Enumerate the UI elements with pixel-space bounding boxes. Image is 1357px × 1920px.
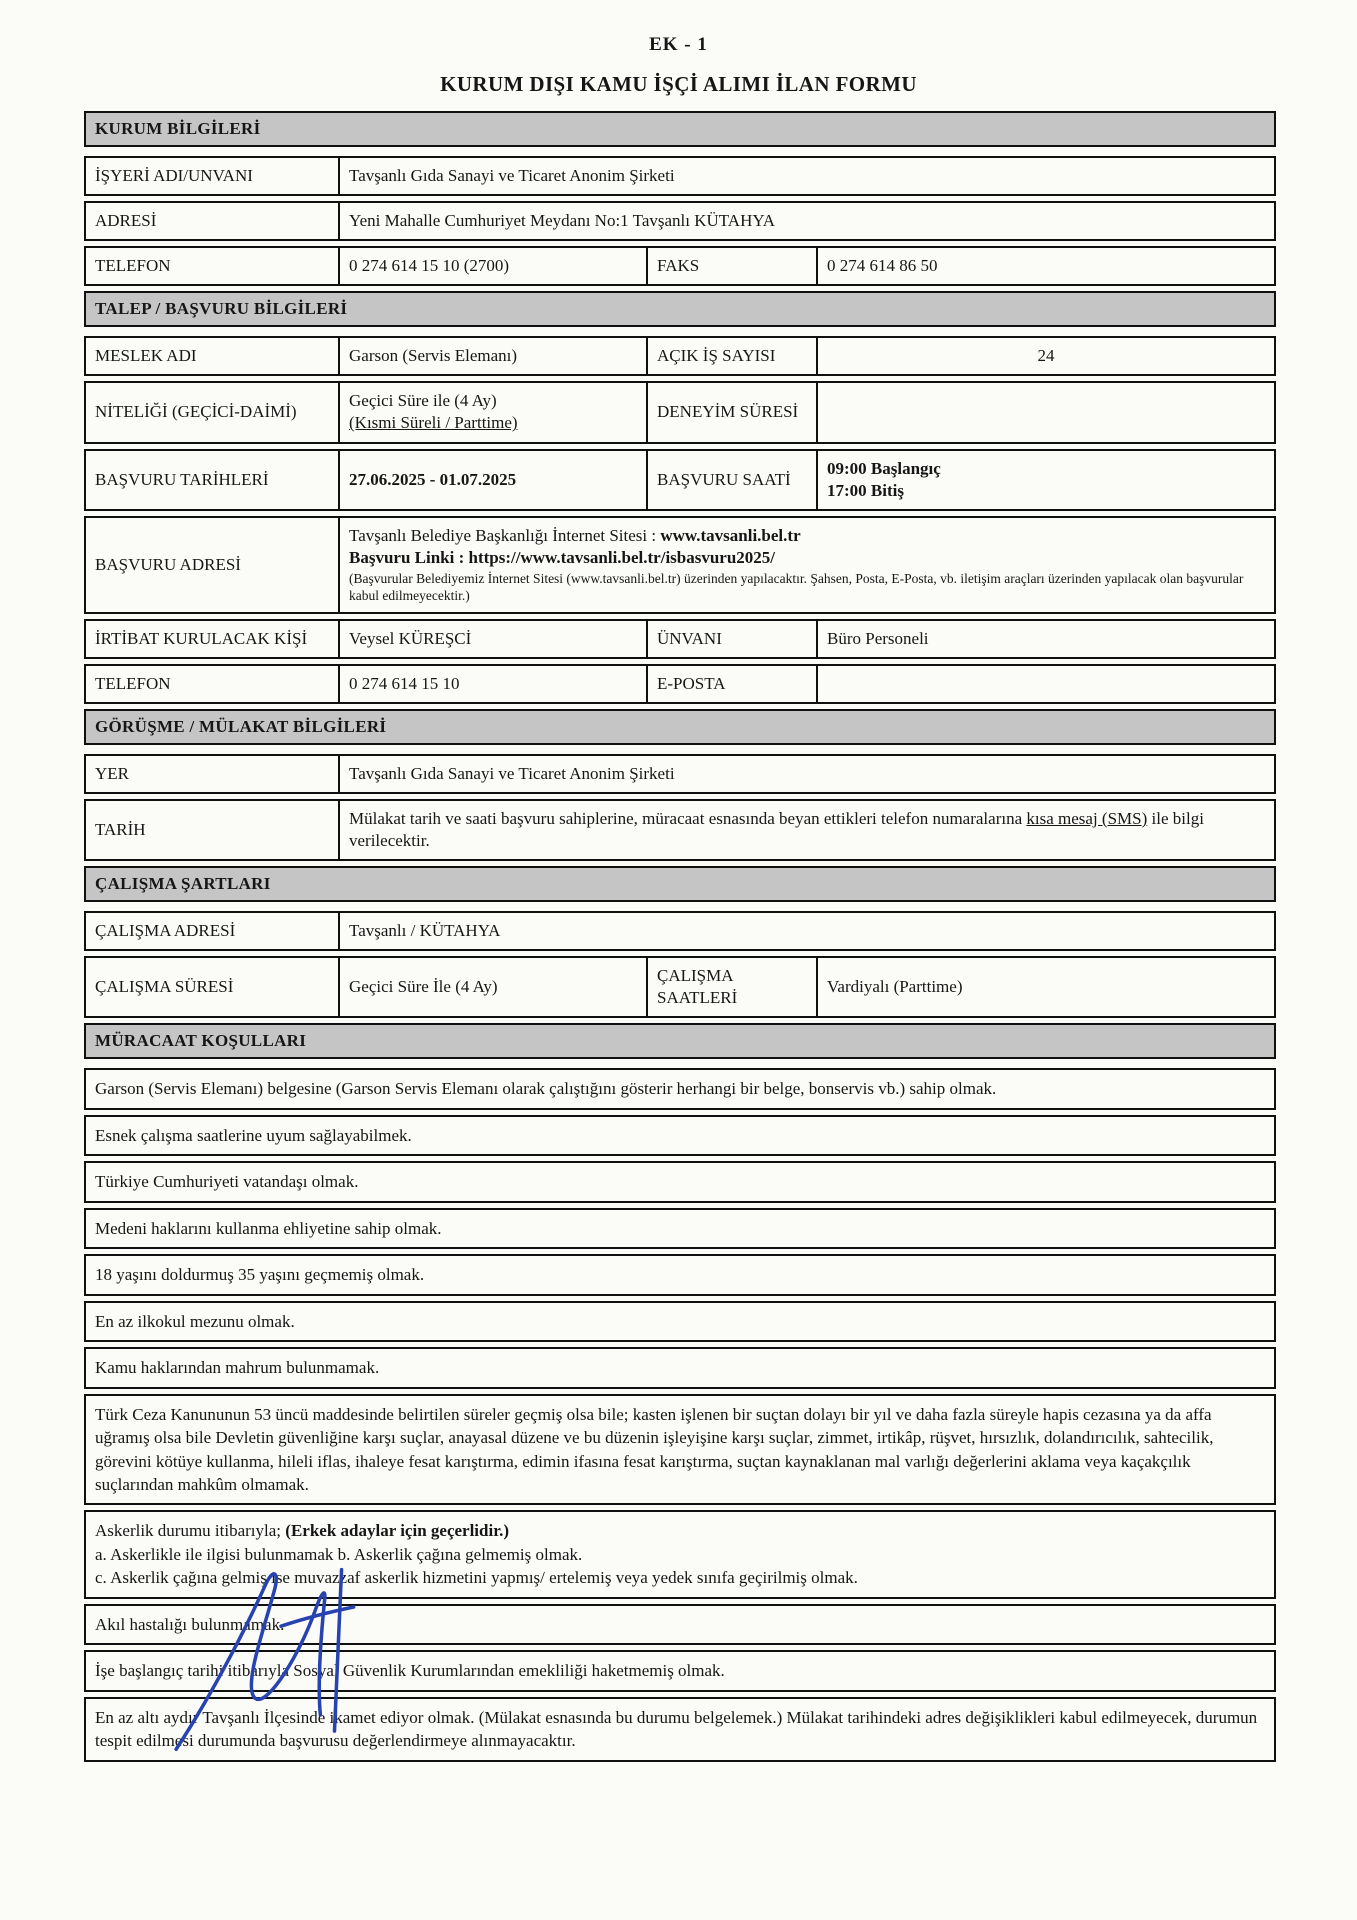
basvuru-adres-site: www.tavsanli.bel.tr [660, 525, 801, 545]
eposta-label: E-POSTA [646, 666, 816, 702]
basvuru-adres-note: (Başvurular Belediyemiz İnternet Sitesi (www.tavsanli.bel.tr) üzerinden yapılacaktır. Şahsen, Posta, E-Posta, vb. iletişim araçları üzerinden yapılacak olan başvurular kabul edilmeyecektir.) [349, 570, 1244, 603]
deneyim-value [816, 383, 1274, 441]
nitelik-value-line2: (Kısmi Süreli / Parttime) [349, 413, 518, 433]
basvuru-tarih-label: BAŞVURU TARİHLERİ [95, 469, 269, 489]
row-irtibat [84, 619, 1276, 659]
eposta-value [816, 666, 1274, 702]
row-nitelik [84, 381, 1276, 443]
yer-value: Tavşanlı Gıda Sanayi ve Ticaret Anonim Şirketi [338, 756, 1274, 792]
acik-is-label: AÇIK İŞ SAYISI [646, 338, 816, 374]
calisma-adres-label: ÇALIŞMA ADRESİ [95, 921, 236, 941]
section-header-kurum: KURUM BİLGİLERİ [84, 111, 1276, 147]
mulakat-tarih-post: ile bilgi verilecektir. [349, 808, 1204, 851]
telefon2-label: TELEFON [95, 673, 171, 693]
isyeri-value: Tavşanlı Gıda Sanayi ve Ticaret Anonim Şirketi [338, 158, 1274, 194]
nitelik-label: NİTELİĞİ (GEÇİCİ-DAİMİ) [95, 402, 297, 422]
mulakat-tarih-sms: kısa mesaj (SMS) [1026, 808, 1148, 828]
calisma-saat-value: Vardiyalı (Parttime) [816, 958, 1274, 1016]
condition-item-1: Garson (Servis Elemanı) belgesine (Garson Servis Elemanı olarak çalıştığını gösterir herhangi bir belge, bonservis vb.) sahip olmak. [84, 1068, 1276, 1109]
condition-item-12: En az altı aydır Tavşanlı İlçesinde ikamet ediyor olmak. (Mülakat esnasında bu durumu belgelemek.) Mülakat tarihindeki adres değişiklikleri kabul edilmeyecek, durumun tespit edilmesi durumunda başvurusu değerlendirmeye alınmayacaktır. [84, 1697, 1276, 1762]
basvuru-saat-baslangic: 09:00 Başlangıç [827, 458, 941, 478]
basvuru-tarih-value: 27.06.2025 - 01.07.2025 [338, 451, 646, 509]
row-meslek [84, 336, 1276, 376]
row-basvuru-tarihleri [84, 449, 1276, 511]
basvuru-adres-link: Başvuru Linki : https://www.tavsanli.bel.tr/isbasvuru2025/ [349, 547, 776, 567]
condition-item-8: Türk Ceza Kanununun 53 üncü maddesinde belirtilen süreler geçmiş olsa bile; kasten işlenen bir suçtan dolayı bir yıl ve daha fazla süreyle hapis cezasına ya da affa uğramış olsa bile Devletin güvenliğine karşı suçlar, anayasal düzene ve bu düzenin işleyişine karşı suçlar, zimmet, irtikâp, rüşvet, hırsızlık, dolandırıcılık, sahtecilik, görevini kötüye kullanma, hileli iflas, ihaleye fesat karıştırma, edimin ifasına fesat karıştırma, suçtan kaynaklanan mal varlığı değerlerini aklama veya kaçakçılık suçlarından mahkûm olmamak. [84, 1394, 1276, 1506]
mulakat-tarih-pre: Mülakat tarih ve saati başvuru sahiplerine, müracaat esnasında beyan ettikleri telefon numaralarına [349, 808, 1027, 828]
calisma-sure-label: ÇALIŞMA SÜRESİ [95, 977, 234, 997]
condition-item-4: Medeni haklarını kullanma ehliyetine sahip olmak. [84, 1208, 1276, 1249]
section-header-muracaat: MÜRACAAT KOŞULLARI [84, 1023, 1276, 1059]
row-basvuru-adresi [84, 516, 1276, 614]
basvuru-saat-bitis: 17:00 Bitiş [827, 480, 904, 500]
row-calisma-adresi [84, 911, 1276, 951]
telefon-label: TELEFON [95, 256, 171, 276]
row-adres [84, 201, 1276, 241]
condition-item-11: İşe başlangıç tarihi itibarıyla Sosyal Güvenlik Kurumlarından emekliliği haketmemiş olmak. [84, 1650, 1276, 1691]
acik-is-value: 24 [816, 338, 1274, 374]
condition-item-7: Kamu haklarından mahrum bulunmamak. [84, 1347, 1276, 1388]
unvan-label: ÜNVANI [646, 621, 816, 657]
basvuru-adres-value [338, 518, 1274, 612]
meslek-label: MESLEK ADI [95, 346, 197, 366]
askerlik-line-c: c. Askerlik çağına gelmiş ise muvazzaf askerlik hizmetini yapmış/ ertelemiş veya yedek sınıfa geçirilmiş olmak. [95, 1568, 858, 1588]
row-mulakat-tarih [84, 799, 1276, 861]
section-header-gorusme: GÖRÜŞME / MÜLAKAT BİLGİLERİ [84, 709, 1276, 745]
askerlik-line-a: a. Askerlikle ile ilgisi bulunmamak b. Askerlik çağına gelmemiş olmak. [95, 1544, 583, 1564]
askerlik-bold: (Erkek adaylar için geçerlidir.) [285, 1521, 510, 1541]
row-telefon-faks [84, 246, 1276, 286]
adres-label: ADRESİ [95, 211, 157, 231]
page-title: KURUM DIŞI KAMU İŞÇİ ALIMI İLAN FORMU [440, 72, 917, 96]
condition-item-askerlik [84, 1510, 1276, 1598]
basvuru-saat-label: BAŞVURU SAATİ [646, 451, 816, 509]
meslek-value: Garson (Servis Elemanı) [338, 338, 646, 374]
mulakat-tarih-text [349, 808, 1265, 852]
askerlik-intro-line [95, 1519, 1265, 1542]
telefon2-value: 0 274 614 15 10 [338, 666, 646, 702]
calisma-adres-value: Tavşanlı / KÜTAHYA [338, 913, 1274, 949]
nitelik-value [338, 383, 646, 441]
row-yer [84, 754, 1276, 794]
condition-item-3: Türkiye Cumhuriyeti vatandaşı olmak. [84, 1161, 1276, 1202]
faks-label: FAKS [646, 248, 816, 284]
calisma-saat-label: ÇALIŞMA SAATLERİ [646, 958, 816, 1016]
condition-item-6: En az ilkokul mezunu olmak. [84, 1301, 1276, 1342]
faks-value: 0 274 614 86 50 [816, 248, 1274, 284]
adres-value: Yeni Mahalle Cumhuriyet Meydanı No:1 Tavşanlı KÜTAHYA [338, 203, 1274, 239]
irtibat-value: Veysel KÜREŞCİ [338, 621, 646, 657]
mulakat-tarih-value [338, 801, 1274, 859]
condition-item-5: 18 yaşını doldurmuş 35 yaşını geçmemiş olmak. [84, 1254, 1276, 1295]
nitelik-value-line1: Geçici Süre ile (4 Ay) [349, 391, 497, 411]
section-header-calisma: ÇALIŞMA ŞARTLARI [84, 866, 1276, 902]
condition-item-2: Esnek çalışma saatlerine uyum sağlayabilmek. [84, 1115, 1276, 1156]
doc-ref: EK - 1 [649, 34, 708, 55]
askerlik-intro: Askerlik durumu itibarıyla; [95, 1521, 286, 1541]
condition-item-10: Akıl hastalığı bulunmamak. [84, 1604, 1276, 1645]
row-calisma-suresi [84, 956, 1276, 1018]
irtibat-label: İRTİBAT KURULACAK KİŞİ [95, 628, 308, 648]
isyeri-label: İŞYERİ ADI/UNVANI [95, 166, 253, 185]
telefon-value: 0 274 614 15 10 (2700) [338, 248, 646, 284]
basvuru-adres-label: BAŞVURU ADRESİ [95, 554, 241, 574]
form [84, 111, 1276, 1762]
calisma-sure-value: Geçici Süre İle (4 Ay) [338, 958, 646, 1016]
row-isyeri [84, 156, 1276, 196]
row-telefon-eposta [84, 664, 1276, 704]
yer-label: YER [95, 763, 129, 783]
mulakat-tarih-label: TARİH [95, 820, 146, 840]
unvan-value: Büro Personeli [816, 621, 1274, 657]
basvuru-adres-line1-text: Tavşanlı Belediye Başkanlığı İnternet Sitesi : [349, 525, 661, 545]
section-header-talep: TALEP / BAŞVURU BİLGİLERİ [84, 291, 1276, 327]
basvuru-adres-line1 [349, 525, 1265, 547]
basvuru-saat-value [816, 451, 1274, 509]
deneyim-label: DENEYİM SÜRESİ [646, 383, 816, 441]
